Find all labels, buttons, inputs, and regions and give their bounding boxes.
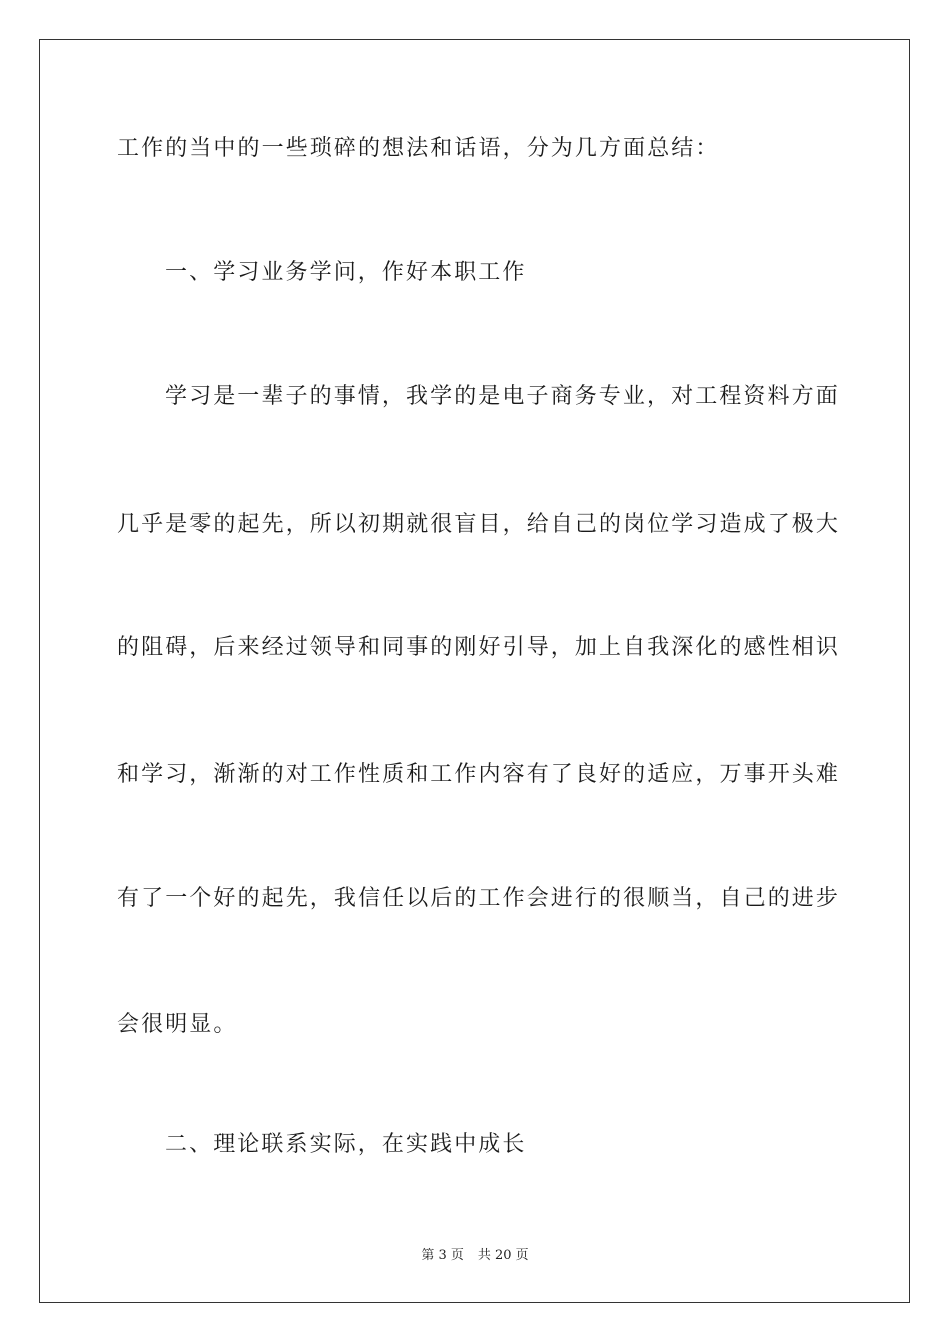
paragraph-line: 工作的当中的一些琐碎的想法和话语，分为几方面总结： <box>117 136 720 161</box>
page-number: 第 3 页 <box>421 1248 464 1263</box>
paragraph-line: 学习是一辈子的事情，我学的是电子商务专业，对工程资料方面 <box>165 384 840 409</box>
page-border <box>39 39 910 1303</box>
paragraph-line: 有了一个好的起先，我信任以后的工作会进行的很顺当，自己的进步 <box>117 886 841 911</box>
paragraph-line: 和学习，渐渐的对工作性质和工作内容有了良好的适应，万事开头难 <box>117 762 841 787</box>
section-heading-1: 一、学习业务学问，作好本职工作 <box>165 260 527 285</box>
page-footer <box>0 1247 950 1265</box>
total-pages: 共 20 页 <box>477 1248 529 1263</box>
section-heading-2: 二、理论联系实际，在实践中成长 <box>165 1132 527 1157</box>
paragraph-line: 的阻碍，后来经过领导和同事的刚好引导，加上自我深化的感性相识 <box>117 635 841 660</box>
paragraph-line: 几乎是零的起先，所以初期就很盲目，给自己的岗位学习造成了极大 <box>117 512 841 537</box>
paragraph-line: 会很明显。 <box>117 1012 238 1037</box>
